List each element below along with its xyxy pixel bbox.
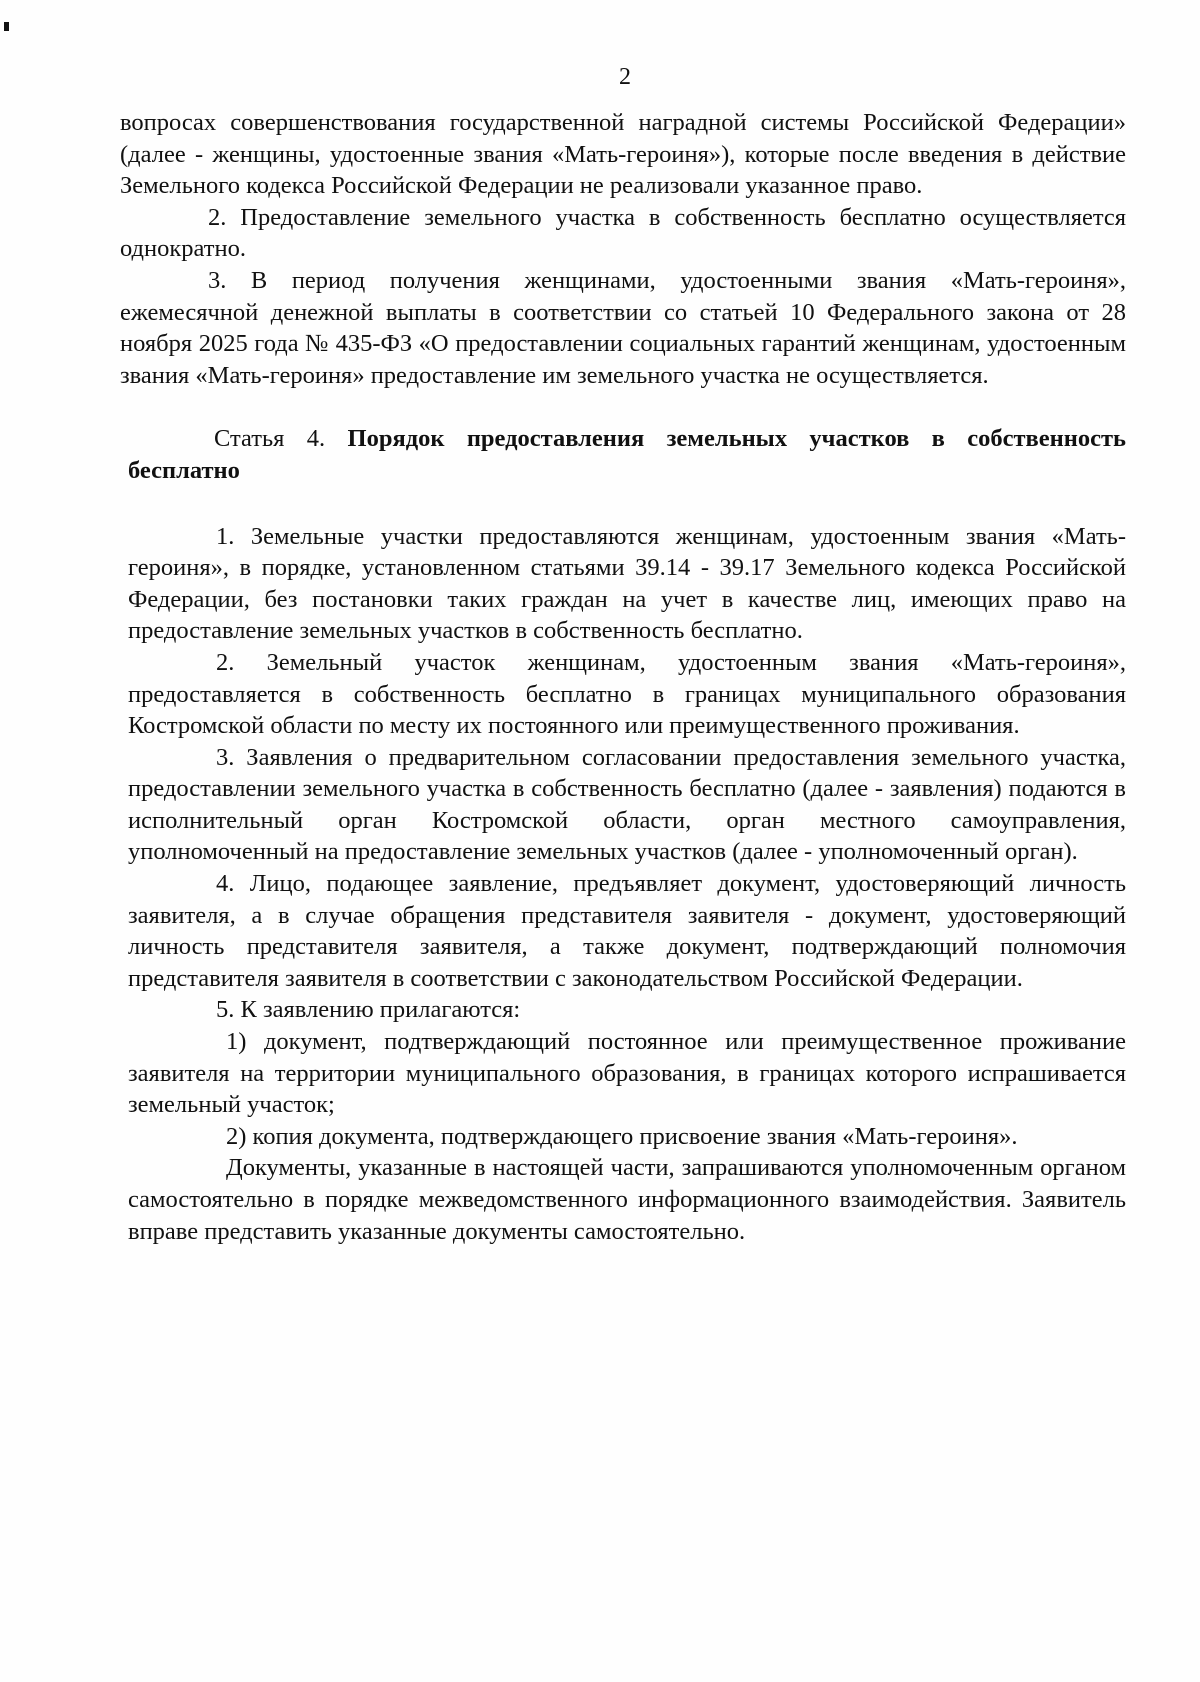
paragraph-4-5: 5. К заявлению прилагаются: (216, 996, 521, 1024)
paragraph-4-5-item-2: 2) копия документа, подтверждающего присвоение звания «Мать-героиня». (226, 1122, 1018, 1150)
paragraph-4-4: 4. Лицо, подающее заявление, предъявляет документ, удостоверяющий личность заявителя, а в случае обращения представителя заявителя - документ, удостоверяющий личность представителя заявителя, а также документ, подтверждающий полномочия представителя заявителя в соответствии с законодательством Российской Федерации. (128, 870, 1126, 992)
document-body (120, 107, 1126, 1247)
paragraph-4-2: 2. Земельный участок женщинам, удостоенным звания «Мать-героиня», предоставляется в собственность бесплатно в границах муниципального образования Костромской области по месту их постоянного или преимущественного проживания. (128, 648, 1126, 740)
article-heading (120, 423, 1126, 486)
article-body (120, 521, 1126, 1248)
paragraph-3-3: 3. В период получения женщинами, удостоенными звания «Мать-героиня», ежемесячной денежной выплаты в соответствии со статьей 10 Федерального закона от 28 ноября 2025 года № 435-ФЗ «О предоставлении социальных гарантий женщинам, удостоенным звания «Мать-героиня» предоставление им земельного участка не осуществляется. (120, 266, 1126, 389)
paragraph-4-5-item-1: 1) документ, подтверждающий постоянное или преимущественное проживание заявителя на территории муниципального образования, в границах которого испрашивается земельный участок; (128, 1028, 1126, 1119)
paragraph-4-3: 3. Заявления о предварительном согласовании предоставления земельного участка, предоставлении земельного участка в собственность бесплатно (далее - заявления) подаются в исполнительный орган Костромской области, орган местного самоуправления, уполномоченный на предоставление земельных участков (далее - уполномоченный орган). (128, 743, 1126, 866)
paragraph-3-2: 2. Предоставление земельного участка в собственность бесплатно осуществляется однократно. (120, 203, 1126, 263)
spacer (120, 487, 1126, 521)
paragraph-4-1: 1. Земельные участки предоставляются женщинам, удостоенным звания «Мать-героиня», в порядке, установленном статьями 39.14 - 39.17 Земельного кодекса Российской Федерации, без постановки таких граждан на учет в качестве лиц, имеющих право на предоставление земельных участков в собственность бесплатно. (128, 522, 1126, 645)
paragraph-4-5-documents: Документы, указанные в настоящей части, запрашиваются уполномоченным органом самостоятельно в порядке межведомственного информационного взаимодействия. Заявитель вправе представить указанные документы самостоятельно. (128, 1154, 1126, 1245)
paragraph-continuation: вопросах совершенствования государственной наградной системы Российской Федерации» (далее - женщины, удостоенные звания «Мать-героиня»), которые после введения в действие Земельного кодекса Российской Федерации не реализовали указанное право. (120, 109, 1126, 200)
scan-speck (4, 22, 9, 31)
article-title: Порядок предоставления земельных участков в собственность бесплатно (128, 425, 1126, 484)
page-number: 2 (619, 64, 631, 90)
article-number: Статья 4. (214, 425, 326, 453)
spacer (120, 391, 1126, 423)
